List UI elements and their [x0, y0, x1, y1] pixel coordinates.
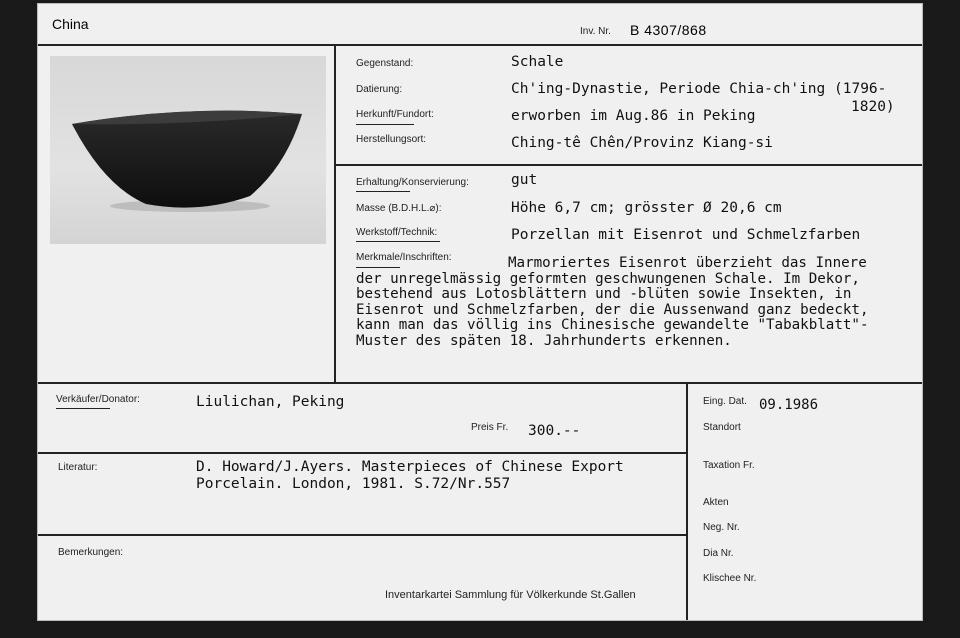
- datierung-value-line2: 1820): [851, 99, 895, 115]
- dia-nr-label: Dia Nr.: [703, 548, 734, 559]
- standort-label: Standort: [703, 422, 741, 433]
- literatur-line2: Porcelain. London, 1981. S.72/Nr.557: [196, 476, 511, 492]
- merkmale-line-5: kann man das völlig ins Chinesische gewandelte "Tabakblatt"-: [356, 317, 869, 334]
- eing-dat-label: Eing. Dat.: [703, 396, 747, 407]
- object-photo: [50, 56, 326, 244]
- erhaltung-label: Erhaltung/Konservierung:: [356, 177, 469, 188]
- literatur-top-divider: [38, 452, 686, 454]
- right-column-divider: [686, 382, 688, 620]
- literatur-line1: D. Howard/J.Ayers. Masterpieces of Chinese Export: [196, 459, 624, 475]
- footer-text: Inventarkartei Sammlung für Völkerkunde St.Gallen: [385, 589, 636, 601]
- herkunft-value: erworben im Aug.86 in Peking: [511, 108, 756, 124]
- verkaeufer-underline: [56, 408, 110, 409]
- preis-value: 300.--: [528, 423, 581, 439]
- werkstoff-value: Porzellan mit Eisenrot und Schmelzfarben: [511, 227, 861, 243]
- photo-divider: [334, 44, 336, 384]
- masse-value: Höhe 6,7 cm; grösster Ø 20,6 cm: [511, 200, 782, 216]
- preis-label: Preis Fr.: [471, 422, 509, 433]
- herkunft-underline: [356, 124, 414, 125]
- bemerkungen-top-divider: [38, 534, 686, 536]
- header-divider: [38, 44, 922, 46]
- merkmale-line-6: Muster des späten 18. Jahrhunderts erkennen.: [356, 332, 732, 349]
- merkmale-line-1: Marmoriertes Eisenrot überzieht das Innere: [508, 255, 867, 271]
- herstellungsort-label: Herstellungsort:: [356, 134, 427, 145]
- neg-nr-label: Neg. Nr.: [703, 522, 740, 533]
- gegenstand-value: Schale: [511, 54, 564, 70]
- inv-nr-value: B 4307/868: [630, 22, 707, 38]
- datierung-label: Datierung:: [356, 84, 403, 95]
- verkaeufer-label: Verkäufer/Donator:: [56, 394, 140, 405]
- gegenstand-label: Gegenstand:: [356, 58, 414, 69]
- werkstoff-underline: [356, 241, 440, 242]
- werkstoff-label: Werkstoff/Technik:: [356, 227, 438, 238]
- klischee-nr-label: Klischee Nr.: [703, 573, 757, 584]
- merkmale-text: [356, 256, 908, 350]
- main-divider: [38, 382, 922, 384]
- herstellungsort-value: Ching-tê Chên/Provinz Kiang-si: [511, 135, 773, 151]
- verkaeufer-value: Liulichan, Peking: [196, 394, 345, 410]
- merkmale-line-4: Eisenrot und Schmelzfarben, der die Aussenwand ganz bedeckt,: [356, 301, 869, 318]
- taxation-label: Taxation Fr.: [703, 460, 755, 471]
- herkunft-label: Herkunft/Fundort:: [356, 109, 434, 120]
- erhaltung-underline: [356, 191, 410, 192]
- merkmale-line-3: bestehend aus Lotosblättern und -blüten sowie Insekten, in: [356, 286, 852, 303]
- fields-divider: [334, 164, 922, 166]
- inventory-card: [38, 4, 922, 620]
- datierung-value-line1: Ch'ing-Dynastie, Periode Chia-ch'ing (1796-: [511, 81, 887, 97]
- eing-dat-value: 09.1986: [759, 397, 819, 413]
- bemerkungen-label: Bemerkungen:: [58, 547, 124, 558]
- erhaltung-value: gut: [511, 172, 538, 188]
- merkmale-line-2: der unregelmässig geformten geschwungenen Schale. Im Dekor,: [356, 270, 860, 287]
- masse-label: Masse (B.D.H.L.⌀):: [356, 203, 442, 214]
- merkmale-label: Merkmale/Inschriften:: [356, 252, 452, 263]
- region-label: China: [52, 16, 89, 32]
- literatur-label: Literatur:: [58, 462, 98, 473]
- bowl-image: [50, 56, 326, 244]
- inv-nr-label: Inv. Nr.: [580, 26, 611, 37]
- akten-label: Akten: [703, 497, 729, 508]
